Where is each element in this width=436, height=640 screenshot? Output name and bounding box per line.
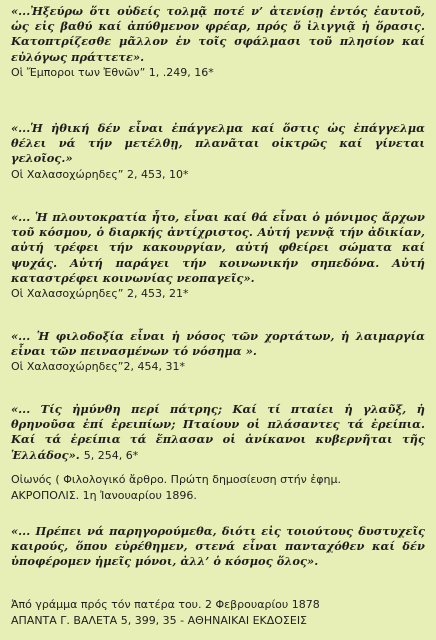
quote-text: «...Ἠξεύρω ὅτι οὐδείς τολμᾷ ποτέ ν’ ἀτενίσῃ ἐντός ἑαυτοῦ, ὡς εἰς βαθύ καί ἀπύθμενον φρέαρ, πρός ὅ ἰλιγγιᾷ ἡ ὅρασις. Κατοπτρίζεσθε μᾶλλον ἐν τοῖς σφάλμασι τοῦ πλησίον καί εὐλόγως πράττετε».: [11, 4, 425, 64]
quote-6: [11, 524, 425, 570]
quote-text: «... Πρέπει νά παρηγορούμεθα, διότι εἰς τοιούτους δυστυχεῖς καιρούς, ὅπου εὑρέθημεν, στενά εἶναι πανταχόθεν καί δέν ὑποφέρομεν ἡμεῖς μόνοι, ἀλλ’ ὁ κόσμος ὅλος».: [11, 524, 425, 569]
quote-3: [11, 210, 425, 301]
quote-source: Οἱ Χαλασοχώρηδες” 2, 453, 21*: [11, 287, 189, 301]
quote-text: «...Ἡ ἠθική δέν εἶναι ἐπάγγελμα καί ὅστις ὡς ἐπάγγελμα θέλει νά τήν μετέλθῃ, πλανᾶται οἰκτρῶς καί γίνεται γελοῖος.»: [11, 121, 425, 166]
article-note-line2: ΑΚΡΟΠΟΛΙΣ. 1η Ἰανουαρίου 1896.: [11, 489, 197, 502]
quote-5: [11, 402, 425, 463]
quote-source: Οἱ Ἔμποροι των Ἐθνῶν” 1, .249, 16*: [11, 65, 214, 79]
quote-source: 5, 254, 6*: [83, 448, 139, 462]
quote-4: [11, 329, 425, 375]
quote-text: «... Τίς ἠμύνθη περί πάτρης; Καί τί πταίει ἡ γλαῦξ, ἡ θρηνοῦσα ἐπί ἐρειπίων; Πταίουν οἱ πλάσαντες τά ἐρείπια. Καί τά ἐρείπια τά ἔπλασαν οἱ ἀνίκανοι κυβερνῆται τῆς Ἑλλάδος».: [11, 402, 425, 462]
quote-source: Οἱ Χαλασοχώρηδες” 2, 453, 10*: [11, 167, 189, 181]
quote-2: [11, 121, 425, 182]
article-note-line1: Οἰωνός ( Φιλολογικό ἄρθρο. Πρώτη δημοσίευση στήν ἐφημ.: [11, 473, 341, 486]
quote-text: «... Ἡ πλουτοκρατία ἦτο, εἶναι καί θά εἶναι ὁ μόνιμος ἄρχων τοῦ κόσμου, ὁ διαρκής ἀντίχριστος. Αὐτή γεννᾷ τήν ἀδικίαν, αὐτή τρέφει τήν κακουργίαν, αὐτή φθείρει σώματα καί ψυχάς. Αὐτή παράγει τήν κοινωνικήν σηπεδόνα. Αὐτή καταστρέφει κοινωνίας νεοπαγεῖς».: [11, 210, 425, 285]
letter-source: Ἀπό γράμμα πρός τόν πατέρα του. 2 Φεβρουαρίου 1878: [11, 598, 320, 611]
quote-1: [11, 4, 425, 80]
quote-source: Οἱ Χαλασοχώρηδες”2, 454, 31*: [11, 360, 185, 374]
quote-text: «... Ἡ φιλοδοξία εἶναι ἡ νόσος τῶν χορτάτων, ἡ λαιμαργία εἶναι τῶν πεινασμένων τό νόσημα ».: [11, 329, 425, 359]
edition-source: ΑΠΑΝΤΑ Γ. ΒΑΛΕΤΑ 5, 399, 35 - ΑΘΗΝΑΙΚΑΙ ΕΚΔΟΣΕΙΣ: [11, 614, 308, 627]
